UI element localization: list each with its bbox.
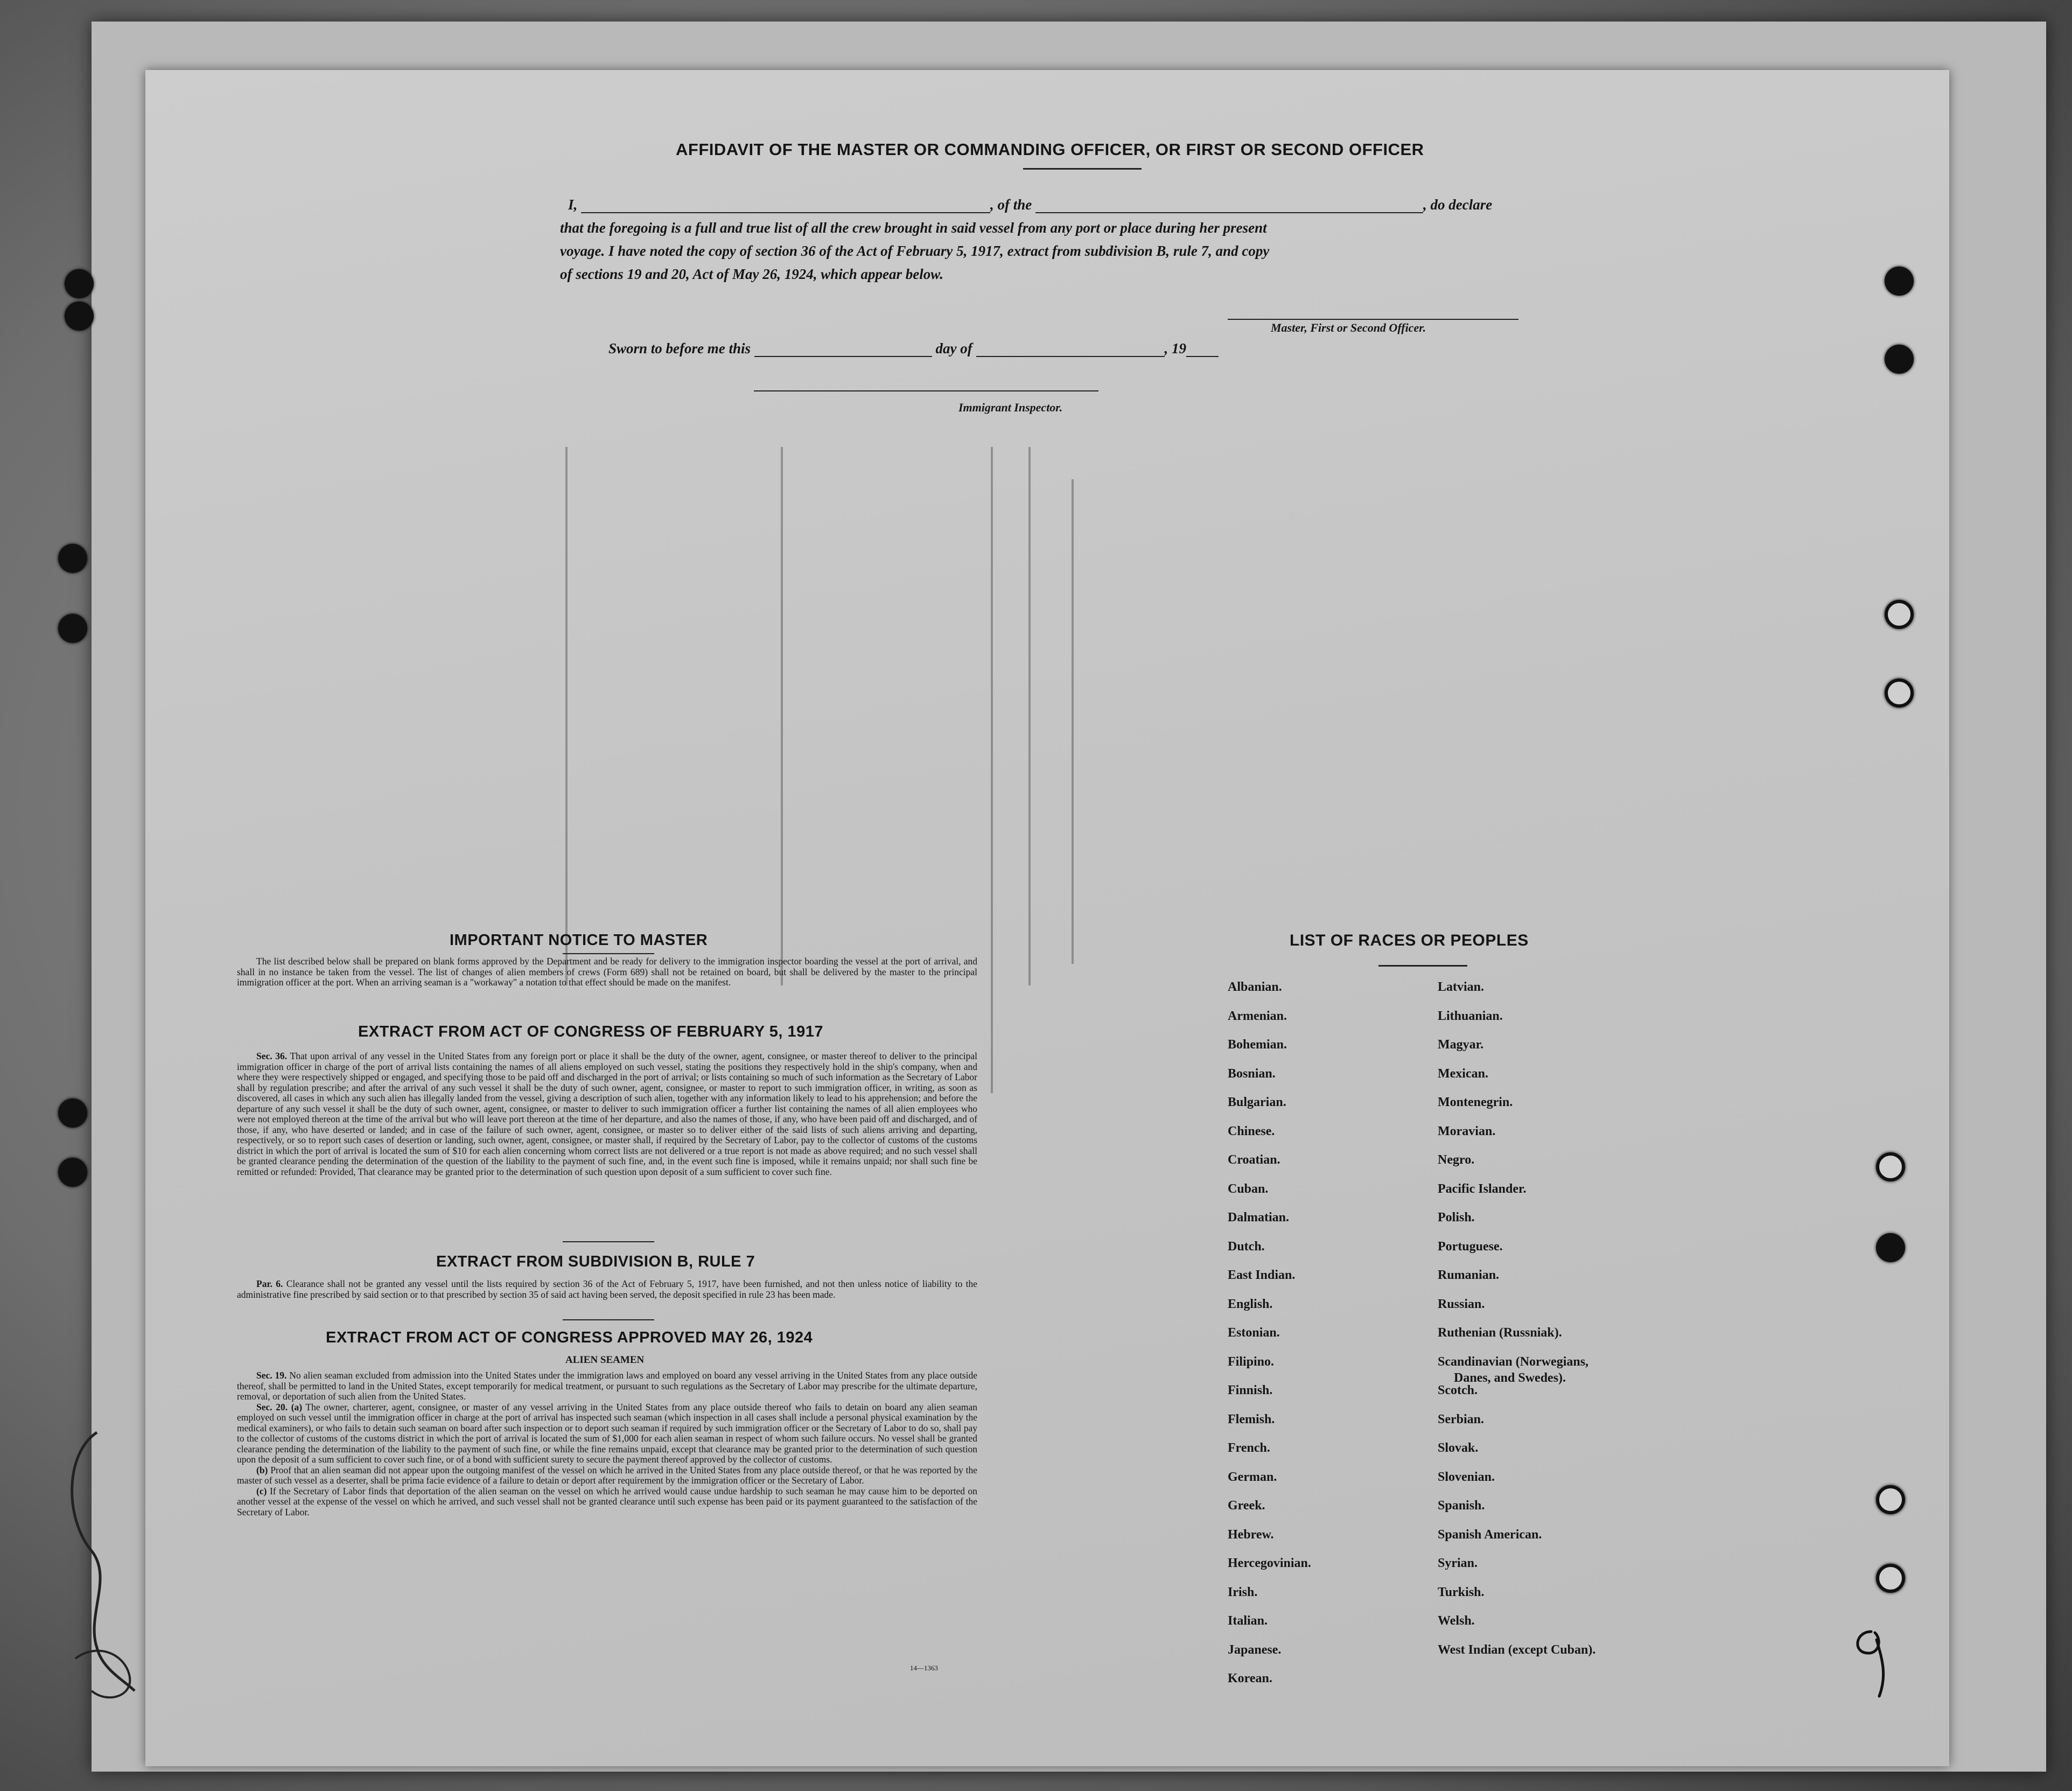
race-item: Magyar. — [1438, 1038, 1484, 1052]
race-item: Negro. — [1438, 1153, 1475, 1167]
bleed-through-line — [565, 447, 568, 985]
sec-20a-label: Sec. 20. (a) — [256, 1401, 303, 1412]
affidavit-line-3: voyage. I have noted the copy of section 36 of the Act of February 5, 1917, extract from subdivision B, rule 7, and copy — [560, 243, 1270, 259]
sworn-label: Sworn to before me this — [608, 340, 751, 356]
sworn-year-blank[interactable] — [1186, 356, 1219, 357]
race-item: Slovenian. — [1438, 1470, 1495, 1484]
form-page — [145, 70, 1949, 1766]
alien-seamen-subtitle: ALIEN SEAMEN — [565, 1354, 645, 1366]
sec-20b-label: (b) — [256, 1464, 268, 1475]
year-label: , 19 — [1164, 340, 1187, 356]
races-title-rule — [1378, 965, 1467, 967]
binder-hole — [1876, 1233, 1905, 1262]
bleed-through-line — [781, 447, 783, 985]
race-item: Bohemian. — [1228, 1038, 1287, 1052]
bleed-through-line — [991, 447, 993, 1093]
inspector-signature-label: Immigrant Inspector. — [958, 401, 1063, 414]
race-item: Spanish American. — [1438, 1527, 1542, 1542]
extract-rule7-rule — [563, 1319, 654, 1320]
affidavit-title-rule — [1023, 168, 1142, 170]
binder-hole-ring — [1876, 1152, 1905, 1181]
extract-1917-title: EXTRACT FROM ACT OF CONGRESS OF FEBRUARY 5, 1917 — [358, 1023, 824, 1040]
race-item: Syrian. — [1438, 1556, 1478, 1570]
race-item: Albanian. — [1228, 980, 1282, 994]
sec-20c-label: (c) — [256, 1485, 267, 1496]
affidavit-line-4: of sections 19 and 20, Act of May 26, 1924, which appear below. — [560, 266, 943, 282]
binder-hole-ring — [1876, 1564, 1905, 1593]
race-item: Montenegrin. — [1438, 1095, 1513, 1109]
race-item: Turkish. — [1438, 1585, 1485, 1599]
race-item: Japanese. — [1228, 1642, 1282, 1657]
master-signature-label: Master, First or Second Officer. — [1271, 321, 1426, 334]
handwritten-number — [1842, 1621, 1906, 1704]
race-item: Slovak. — [1438, 1441, 1479, 1455]
race-item: Russian. — [1438, 1297, 1485, 1311]
race-item: Hebrew. — [1228, 1527, 1274, 1542]
race-item: West Indian (except Cuban). — [1438, 1642, 1596, 1657]
extract-1924-body — [237, 1370, 977, 1517]
day-of-label: day of — [935, 340, 972, 356]
race-item: East Indian. — [1228, 1268, 1296, 1282]
race-item: Danes, and Swedes). — [1454, 1370, 1566, 1385]
pencil-scribble-icon — [43, 1411, 162, 1712]
extract-rule7-body — [237, 1279, 977, 1300]
sworn-day-blank[interactable] — [754, 356, 932, 357]
race-item: Serbian. — [1438, 1412, 1485, 1426]
race-item: Lithuanian. — [1438, 1009, 1503, 1023]
race-item: Filipino. — [1228, 1354, 1275, 1369]
sec-20a-text: The owner, charterer, agent, consignee, or master of any vessel arriving in the United States from any place outside thereof who fails to detain on board any alien seaman employed on such vessel until the immigration officer in charge at the port of arrival has inspected such seaman (which inspection in all cases shall include a personal physical examination by the medical examiners), or who fails to detain such seaman on board after such inspection or to deport such seaman if required by such immigration officer or the Secretary of Labor to do so, shall pay to the collector of customs of the customs district in which the port of arrival is located the sum of $1,000 for each alien seaman in respect of whom such failure occurs. No vessel shall be granted clearance pending the determination of the liability to the payment of such fine, or while the fine remains unpaid, except that clearance may be granted prior to the determination of such question upon the deposit of a sum sufficient to cover such fine, or of a bond with sufficient surety to secure the payment thereof approved by the collector of customs. — [237, 1401, 977, 1465]
bleed-through-line — [1072, 479, 1074, 964]
race-item: Croatian. — [1228, 1153, 1280, 1167]
notice-body-text: The list described below shall be prepared on blank forms approved by the Department and be ready for delivery to the immigration inspector boarding the vessel at the port of arrival, and shall in no instance be taken from the vessel. The list of changes of alien members of crews (Form 689) shall not be retained on board, but shall be delivered by the master to the principal immigration officer at the port. When an arriving seaman is a "workaway" a notation to that effect should be made on the manifest. — [237, 956, 977, 988]
binder-hole — [65, 302, 94, 331]
race-item: German. — [1228, 1470, 1277, 1484]
race-item: Bulgarian. — [1228, 1095, 1286, 1109]
race-item: Chinese. — [1228, 1124, 1275, 1138]
race-item: Bosnian. — [1228, 1066, 1276, 1081]
extract-1917-body — [237, 1051, 977, 1177]
race-item: Estonian. — [1228, 1326, 1280, 1340]
binder-hole — [65, 269, 94, 298]
affidavit-declare: , do declare — [1423, 197, 1493, 213]
form-number: 14—1363 — [910, 1664, 938, 1672]
binder-hole — [58, 1158, 87, 1187]
notice-title: IMPORTANT NOTICE TO MASTER — [450, 932, 708, 949]
vessel-name-blank[interactable] — [1035, 212, 1423, 213]
sec-36-text: That upon arrival of any vessel in the United States from any foreign port or place it shall be the duty of the owner, agent, consignee, or master thereof to deliver to the principal immigration officer in charge of the port of arrival lists containing the names of all aliens employed on such vessel, stating the positions they respectively hold in the ship's company, when and where they were respectively shipped or engaged, and specifying those to be paid off and discharged in the port of arrival; or lists containing so much of such information as the Secretary of Labor shall by regulation prescribe; and after the arrival of any such vessel it shall be the duty of such owner, agent, consignee, or master to report to such immigration officer, in writing, as soon as discovered, all cases in which any such alien has illegally landed from the vessel, giving a description of such alien, together with any information likely to lead to his apprehension; and before the departure of any such vessel it shall be the duty of such owner, agent, consignee, or master to deliver to such immigration officer a further list containing the names of all alien employees who were not employed thereon at the time of the arrival but who will leave port thereon at the time of her departure, and also the names of those, if any, who have been paid off and discharged, and of those, if any, who have deserted or landed; and in case of the failure of such owner, agent, consignee, or master so to deliver either of the said lists of such aliens arriving and departing, respectively, or so to report such cases of desertion or landing, such owner, agent, consignee, or master shall, if required by the Secretary of Labor, pay to the collector of customs of the customs district in which the port of arrival is located the sum of $10 for each alien concerning whom correct lists are not delivered or a true report is not made as above required; and no such vessel shall be granted clearance pending the determination of the question of the liability to the payment of such fine, and, in the event such fine is imposed, while it remains unpaid; nor shall such fine be remitted or refunded: Provided, That clearance may be granted prior to the determination of such question upon deposit of a sum sufficient to cover such fine. — [237, 1051, 977, 1177]
race-item: Portuguese. — [1438, 1239, 1503, 1254]
race-item: Scandinavian (Norwegians, — [1438, 1354, 1589, 1369]
race-item: Ruthenian (Russniak). — [1438, 1326, 1562, 1340]
binder-hole-ring — [1885, 600, 1914, 629]
extract-rule7-title: EXTRACT FROM SUBDIVISION B, RULE 7 — [436, 1253, 755, 1270]
affidavit-title: AFFIDAVIT OF THE MASTER OR COMMANDING OFFICER, OR FIRST OR SECOND OFFICER — [676, 140, 1424, 159]
race-item: Welsh. — [1438, 1614, 1475, 1628]
handwritten-9-icon — [1842, 1621, 1906, 1702]
sec-19-text: No alien seaman excluded from admission into the United States under the immigration laws and employed on board any vessel arriving in the United States from any place outside thereof, shall be permitted to land in the United States, except temporarily for medical treatment, or pursuant to such regulations as the Secretary of Labor may prescribe for the ultimate departure, removal, or deportation of such alien from the United States. — [237, 1370, 978, 1402]
sec-36-label: Sec. 36. — [256, 1051, 288, 1061]
extract-1917-rule — [563, 1241, 654, 1242]
race-item: Armenian. — [1228, 1009, 1287, 1023]
par-6-label: Par. 6. — [256, 1278, 283, 1289]
race-item: Irish. — [1228, 1585, 1258, 1599]
sec-20b-text: Proof that an alien seaman did not appear upon the outgoing manifest of the vessel on which he arrived in the United States from any place outside thereof, or that he was reported by the master of such vessel as a deserter, shall be prima facie evidence of a failure to detain or deport after requirement by the immigration officer or the Secretary of Labor. — [237, 1464, 978, 1486]
binder-hole — [58, 544, 87, 573]
declarant-name-blank[interactable] — [581, 212, 990, 213]
sworn-line — [608, 340, 1219, 357]
race-item: Latvian. — [1438, 980, 1485, 994]
binder-hole — [58, 614, 87, 643]
race-item: Flemish. — [1228, 1412, 1275, 1426]
binder-hole — [1885, 267, 1914, 296]
affidavit-i: I, — [568, 197, 578, 213]
race-item: Spanish. — [1438, 1499, 1485, 1513]
race-item: English. — [1228, 1297, 1273, 1311]
race-item: Cuban. — [1228, 1181, 1269, 1196]
par-6-text: Clearance shall not be granted any vessel until the lists required by section 36 of the Act of February 5, 1917, have been furnished, and not then unless notice of liability to the administrative fine prescribed by said section or to that prescribed by section 35 of said act having been served, the deposit specified in rule 23 has been made. — [237, 1278, 978, 1300]
race-item: Finnish. — [1228, 1383, 1273, 1397]
race-item: French. — [1228, 1441, 1270, 1455]
race-item: Scotch. — [1438, 1383, 1478, 1397]
races-title: LIST OF RACES OR PEOPLES — [1290, 932, 1529, 949]
race-item: Rumanian. — [1438, 1268, 1500, 1282]
affidavit-line-1 — [568, 197, 1492, 213]
binder-hole-ring — [1885, 678, 1914, 708]
affidavit-line-2: that the foregoing is a full and true list of all the crew brought in said vessel from any port or place during her present — [560, 220, 1267, 236]
race-item: Greek. — [1228, 1499, 1265, 1513]
race-item: Korean. — [1228, 1671, 1272, 1685]
sec-19-label: Sec. 19. — [256, 1370, 287, 1381]
extract-1924-title: EXTRACT FROM ACT OF CONGRESS APPROVED MAY 26, 1924 — [326, 1329, 813, 1346]
notice-body — [237, 956, 977, 988]
affidavit-of-the: , of the — [990, 197, 1032, 213]
race-item: Dutch. — [1228, 1239, 1265, 1254]
race-item: Moravian. — [1438, 1124, 1496, 1138]
race-item: Italian. — [1228, 1614, 1268, 1628]
sworn-month-blank[interactable] — [976, 356, 1165, 357]
race-item: Pacific Islander. — [1438, 1181, 1527, 1196]
notice-title-rule — [563, 953, 654, 954]
binder-hole-ring — [1876, 1485, 1905, 1514]
race-item: Mexican. — [1438, 1066, 1488, 1081]
bleed-through-line — [1028, 447, 1031, 985]
race-item: Hercegovinian. — [1228, 1556, 1311, 1570]
binder-hole — [58, 1099, 87, 1128]
master-signature-line[interactable] — [1228, 319, 1518, 320]
binder-hole — [1885, 345, 1914, 374]
inspector-signature-line[interactable] — [754, 390, 1098, 391]
race-item: Polish. — [1438, 1211, 1475, 1225]
sec-20c-text: If the Secretary of Labor finds that deportation of the alien seaman on the vessel on which he arrived would cause undue hardship to such seaman he may cause him to be deported on another vessel at the expense of the vessel on which he arrived, and such vessel shall not be granted clearance until such expense has been paid or its payment guaranteed to the satisfaction of the Secretary of Labor. — [237, 1485, 977, 1517]
race-item: Dalmatian. — [1228, 1211, 1289, 1225]
